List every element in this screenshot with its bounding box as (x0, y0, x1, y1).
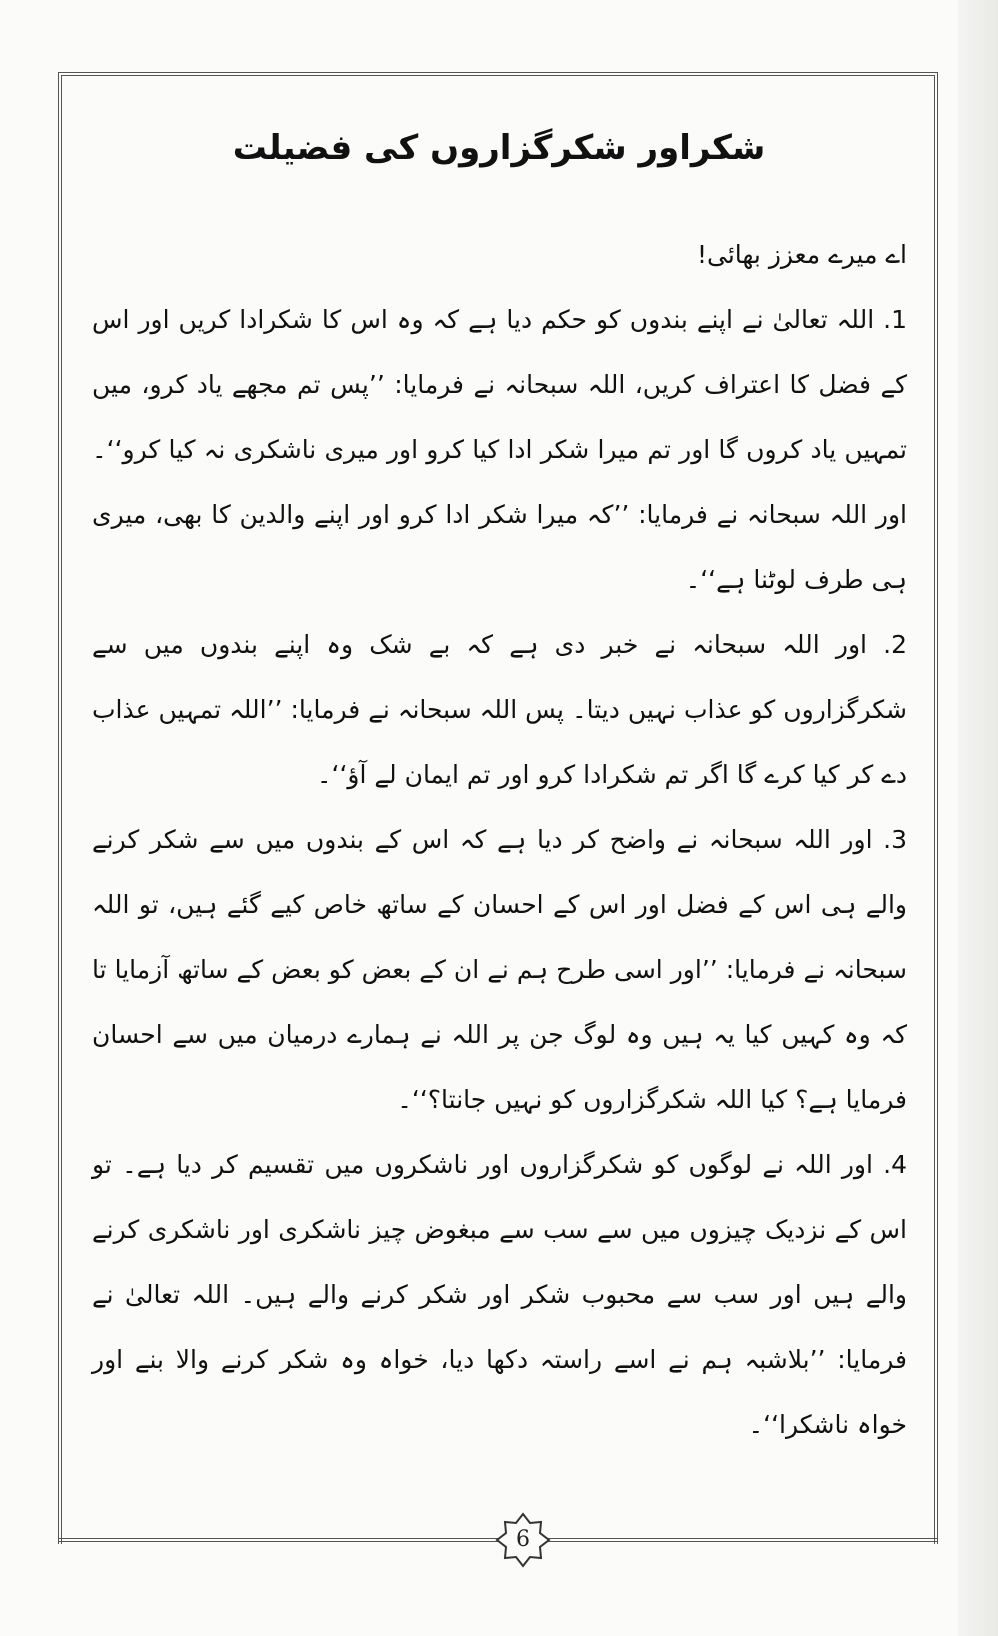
paragraph-3: 3. اور اللہ سبحانہ نے واضح کر دیا ہے کہ اس کے بندوں میں سے شکر کرنے والے ہی اس کے فضل اور اس کے احسان کے ساتھ خاص کیے گئے ہیں، تو اللہ سبحانہ نے فرمایا: ’’اور اسی طرح ہم نے ان کے بعض کو بعض کے ساتھ آزمایا تا کہ وہ کہیں کیا یہ ہیں وہ لوگ جن پر اللہ نے ہمارے درمیان میں سے احسان فرمایا ہے؟ کیا اللہ شکرگزاروں کو نہیں جانتا؟‘‘۔ (92, 825, 907, 1114)
paragraph-2: 2. اور اللہ سبحانہ نے خبر دی ہے کہ بے شک وہ اپنے بندوں میں سے شکرگزاروں کو عذاب نہیں دیتا۔ پس اللہ سبحانہ نے فرمایا: ’’اللہ تمہیں عذاب دے کر کیا کرے گا اگر تم شکرادا کرو اور تم ایمان لے آؤ‘‘۔ (92, 630, 907, 789)
paragraph-1: 1. اللہ تعالیٰ نے اپنے بندوں کو حکم دیا ہے کہ وہ اس کا شکرادا کریں اور اس کے فضل کا اعتراف کریں، اللہ سبحانہ نے فرمایا: ’’پس تم مجھے یاد کرو، میں تمہیں یاد کروں گا اور تم میرا شکر ادا کیا کرو اور میری ناشکری نہ کیا کرو‘‘۔ اور اللہ سبحانہ نے فرمایا: ’’کہ میرا شکر ادا کرو اور اپنے والدین کا بھی، میری ہی طرف لوٹنا ہے‘‘۔ (92, 305, 907, 594)
paragraph-4: 4. اور اللہ نے لوگوں کو شکرگزاروں اور ناشکروں میں تقسیم کر دیا ہے۔ تو اس کے نزدیک چیزوں میں سے سب سے مبغوض چیز ناشکری اور ناشکری کرنے والے ہیں اور سب سے محبوب شکر اور شکر کرنے والے ہیں۔ اللہ تعالیٰ نے فرمایا: ’’بلاشبہ ہم نے اسے راستہ دکھا دیا، خواہ وہ شکر کرنے والا بنے اور خواہ ناشکرا‘‘۔ (92, 1150, 907, 1439)
book-page-edge (958, 0, 998, 1636)
body-text (92, 222, 907, 1457)
page-title: شکراور شکرگزاروں کی فضیلت (232, 128, 766, 168)
salutation: اے میرے معزز بھائی! (696, 240, 907, 269)
page-number-badge (495, 1512, 551, 1568)
page-number: 6 (516, 1527, 530, 1552)
